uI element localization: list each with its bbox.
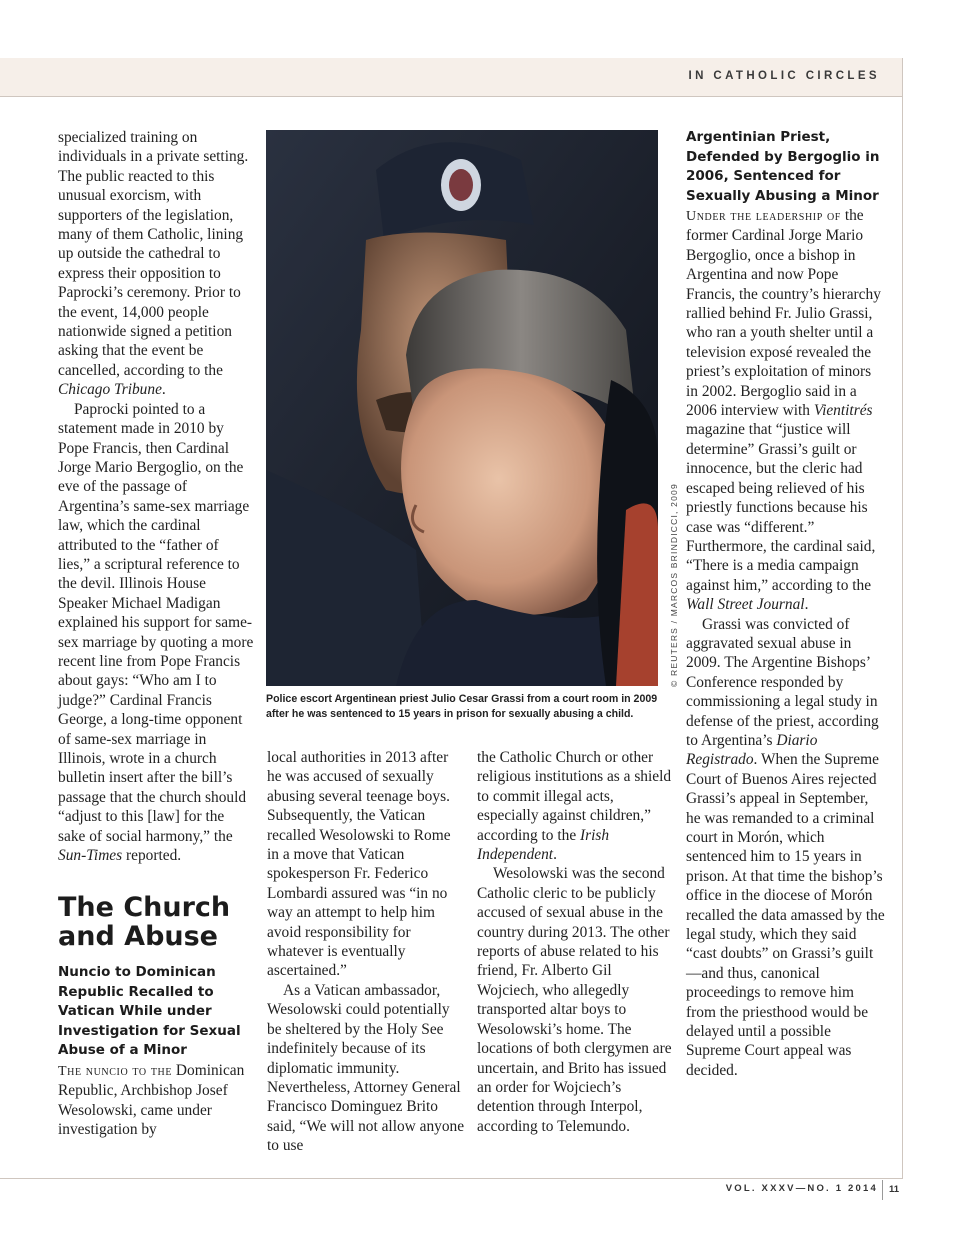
paragraph: Paprocki pointed to a statement made in 2010 by Pope Francis, then Cardinal Jorge Mario Bergoglio, on the eve of the passage of Argentina’s same-sex marriage law, which the cardinal attributed to the “father of lies,” a scriptural reference to the devil. Illinois House Speaker Michael Madigan explained his support for same-sex marriage by quoting a more recent line from Pope Francis about gays: “Who am I to judge?” Cardinal Francis George, a long-time opponent of same-sex marriage in Illinois, wrote in a church bulletin insert after the bill’s passage that the church should “adjust to this [law] for the sake of social harmony,” the Sun-Times reported.: [58, 400, 254, 865]
paragraph: Wesolowski was the second Catholic cleric to be publicly accused of sexual abuse in the country during 2013. The other reports of abuse related to his friend, Fr. Alberto Gil Wojciech, who allegedly transported altar boys to Wesolowski’s home. The locations of both clergymen are uncertain, and Brito has issued an order for Wojciech’s detention through Interpol, according to Telemundo.: [477, 865, 672, 1135]
paragraph: specialized training on individuals in a private setting. The public reacted to this unusual exorcism, with supporters of the legislation, many of them Catholic, lining up outside the cathedral to express their opposition to Paprocki’s ceremony. Prior to the event, 14,000 people nationwide signed a petition asking that the event be cancelled, according to the Chicago Tribune.: [58, 129, 249, 399]
article-column-2: [267, 748, 465, 1156]
photo-priest-escorted: [266, 130, 658, 686]
section-title: The Church and Abuse: [58, 892, 231, 953]
photo-credit: © REUTERS / MARCOS BRINDICCI, 2009: [669, 483, 679, 687]
article-subheading: Argentinian Priest, Defended by Bergoglio in 2006, Sentenced for Sexually Abusing a Minor: [686, 129, 880, 204]
photo-caption: Police escort Argentinean priest Julio Cesar Grassi from a court room in 2009 after he was sentenced to 15 years in prison for sexually abusing a child.: [266, 693, 658, 720]
article-column-4: [686, 128, 886, 1080]
photo-illustration: [266, 130, 658, 686]
paragraph: Grassi was convicted of aggravated sexual abuse in 2009. The Argentine Bishops’ Conference responded by commissioning a legal study in defense of the priest, according to Argentina’s Diario Registrado. When the Supreme Court of Buenos Aires rejected Grassi’s appeal in September, he was remanded to a criminal court in Morón, which sentenced him to 15 years in prison. At that time the bishop’s office in the diocese of Morón recalled the data amassed by the legal study, which they said “cast doubts” on Grassi’s guilt—and thus, canonical proceedings to remove him from the priesthood would be delayed until a possible Supreme Court appeal was decided.: [686, 615, 885, 1079]
footer-rule: [0, 1178, 903, 1179]
issue-info: VOL. XXXV—NO. 1 2014: [725, 1183, 878, 1194]
article-column-3: [477, 748, 673, 1136]
header-rule: [0, 96, 903, 97]
footer-separator: [882, 1180, 883, 1200]
article-column-1: [58, 128, 254, 1140]
paragraph: Under the leadership of the former Cardinal Jorge Mario Bergoglio, once a bishop in Argentina and now Pope Francis, the country’s hierarchy rallied behind Fr. Julio Grassi, who ran a youth shelter until a television exposé revealed the priest’s exploitation of minors in 2002. Bergoglio said in a 2006 interview with Vientitrés magazine that “justice will determine” Grassi’s guilt or innocence, but the cleric had escaped being relieved of his priestly functions because his case was “different.” Furthermore, the cardinal said, “There is a media campaign against him,” according to the Wall Street Journal.: [686, 207, 881, 614]
paragraph: As a Vatican ambassador, Wesolowski could potentially be sheltered by the Holy See indefinitely because of its diplomatic immunity. Nevertheless, Attorney General Francisco Dominguez Brito said, “We will not allow anyone to use: [267, 981, 465, 1155]
article-subheading: Nuncio to Dominican Republic Recalled to Vatican While under Investigation for Sexual Abuse of a Minor: [58, 964, 241, 1059]
page-number: 11: [889, 1184, 900, 1195]
paragraph: the Catholic Church or other religious institutions as a shield to commit illegal acts, especially against children,” according to the Irish Independent.: [477, 749, 672, 864]
section-heading: IN CATHOLIC CIRCLES: [688, 70, 880, 82]
right-margin-rule: [902, 58, 903, 1178]
paragraph: local authorities in 2013 after he was accused of sexually abusing several teenage boys. Subsequently, the Vatican recalled Wesolowski to Rome in a move that Vatican spokesperson Fr. Federico Lombardi assured was “in no way an attempt to help him avoid responsibility for whatever is eventually ascertained.”: [267, 749, 451, 980]
paragraph: The nuncio to the Dominican Republic, Archbishop Josef Wesolowski, came under investigation by: [58, 1061, 245, 1139]
